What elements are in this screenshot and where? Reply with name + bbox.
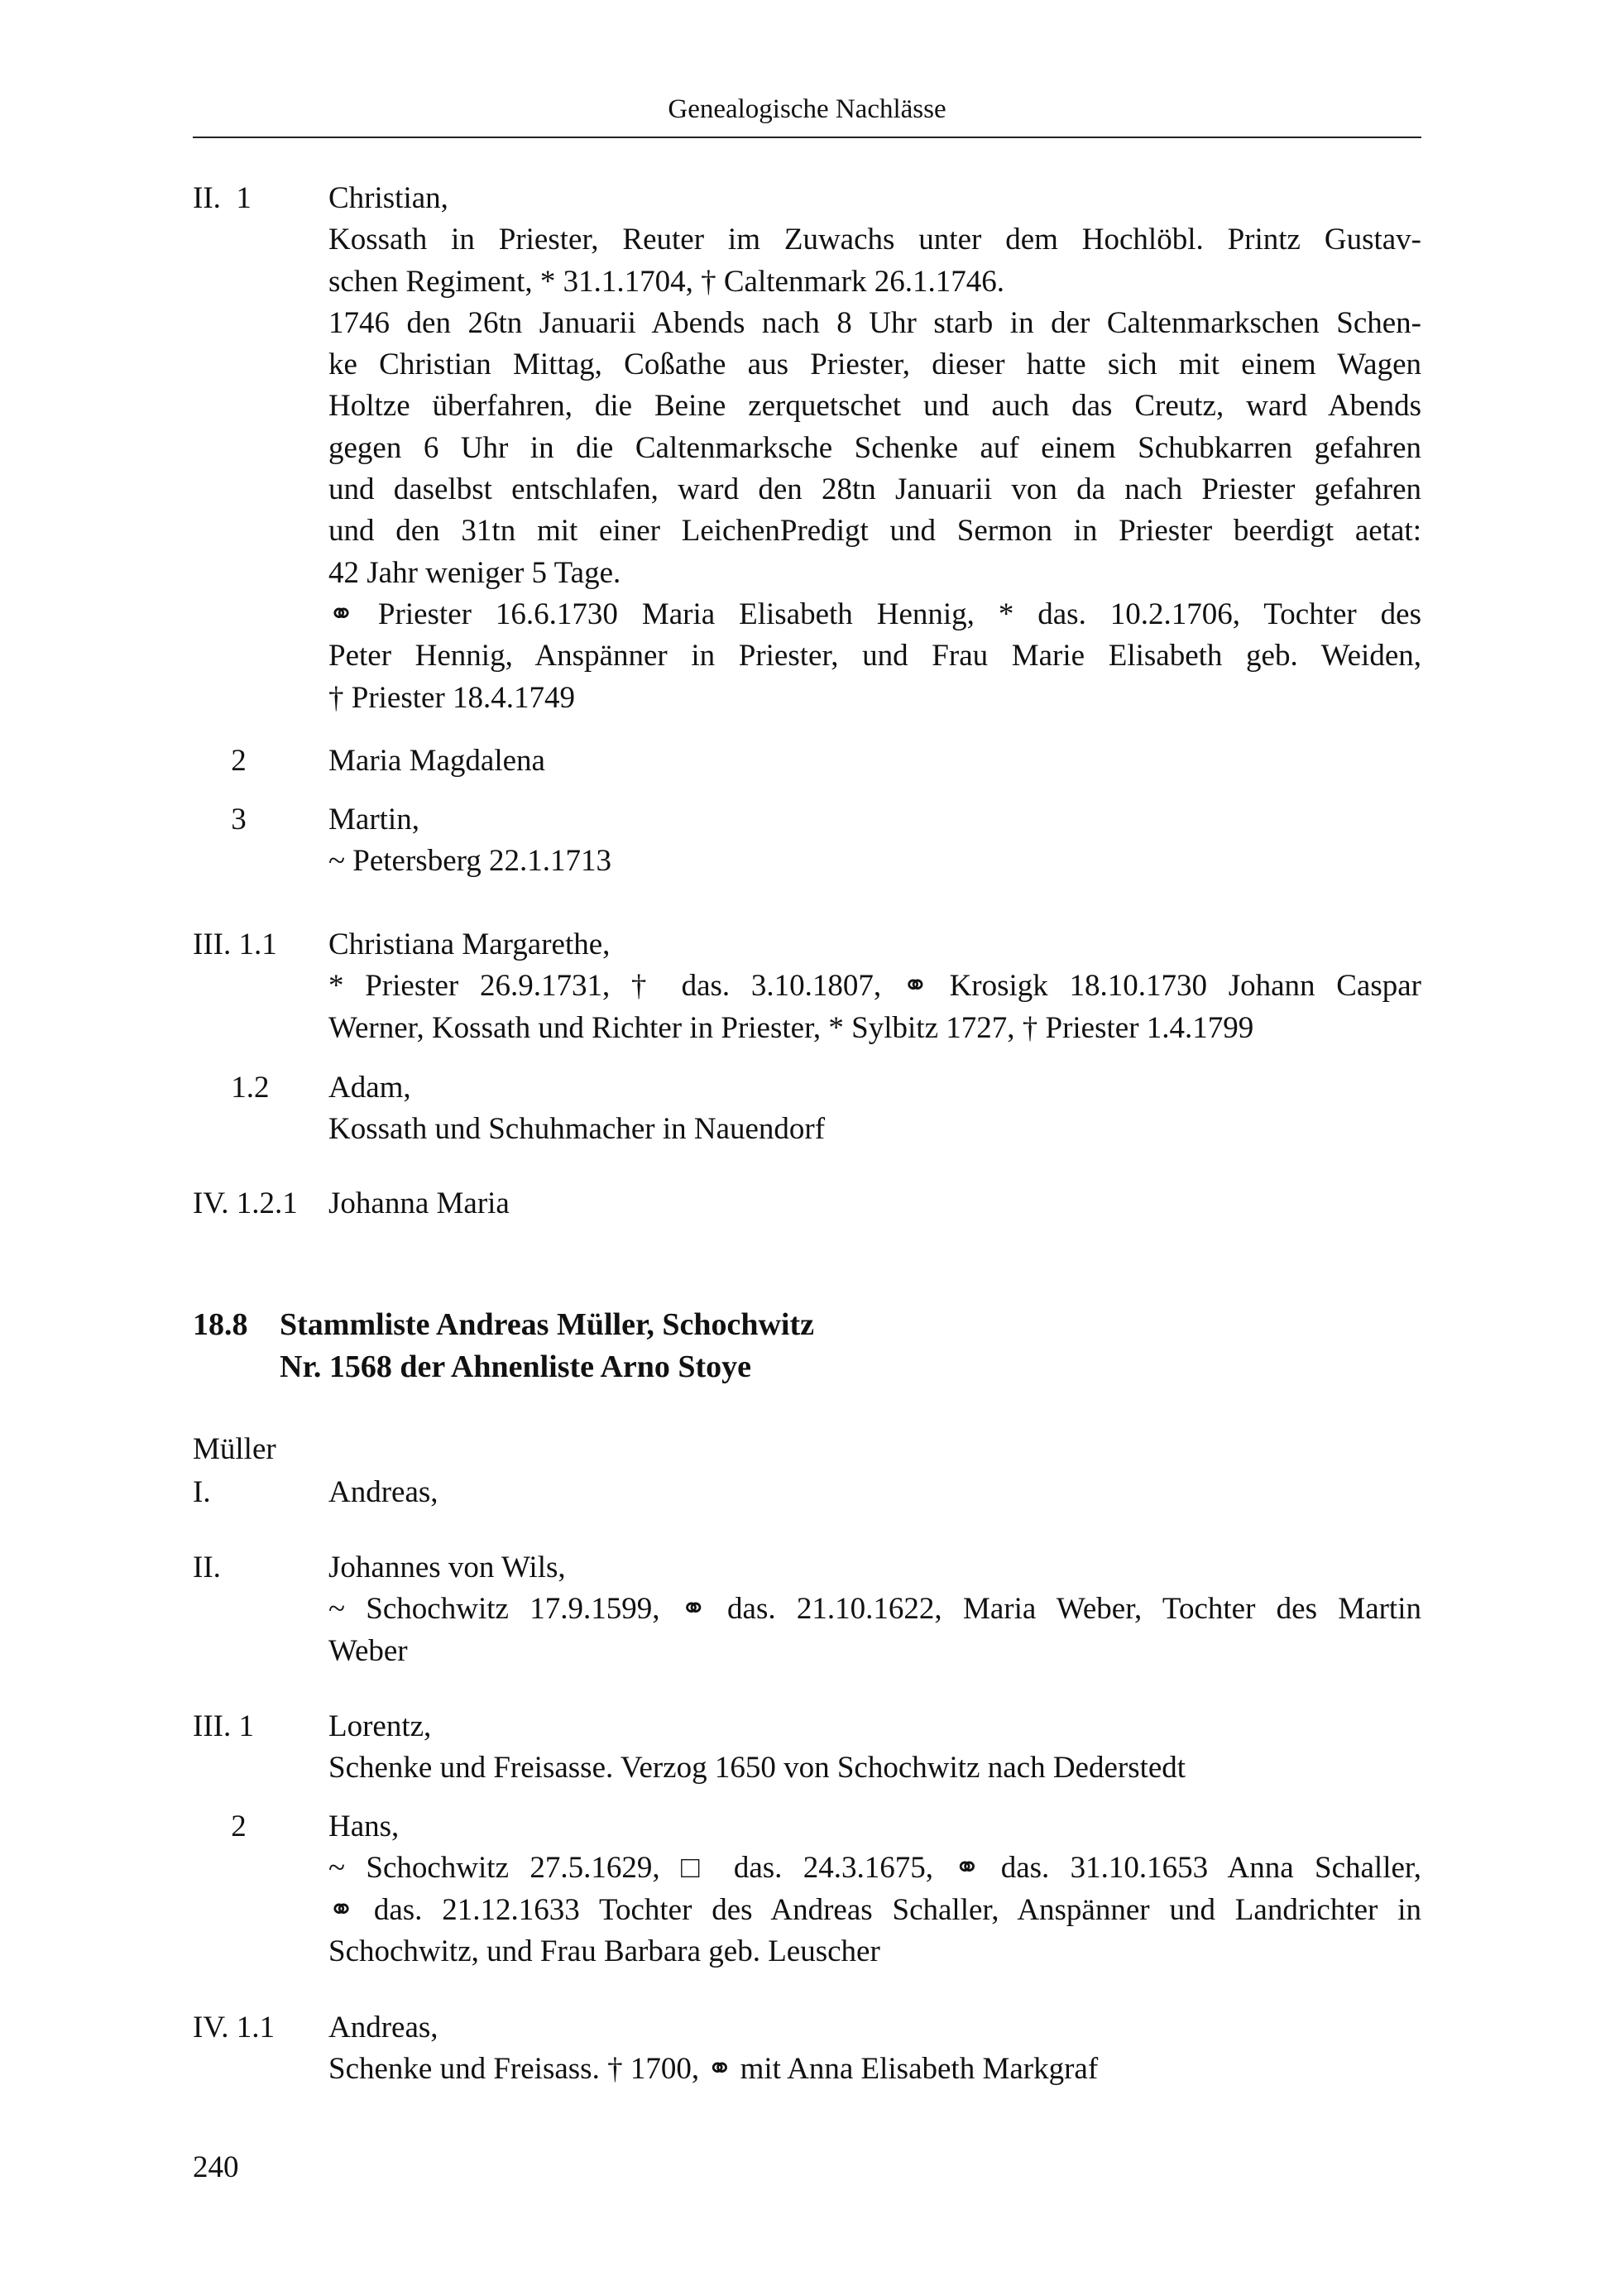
entry-line: 1746 den 26tn Januarii Abends nach 8 Uhr starb in der Caltenmarkschen Schen- [328, 305, 1421, 340]
entry-III-2 [193, 1806, 1421, 1972]
entry-line: Schenke und Freisass. † 1700, ⚭ mit Anna Elisabeth Markgraf [328, 2052, 1099, 2087]
entry-III-1-2 [193, 1067, 1421, 1151]
entry-body [328, 799, 1421, 883]
entry-name: Martin, [328, 803, 419, 836]
entry-name: Johannes von Wils, [328, 1551, 566, 1584]
entry-body [328, 1183, 1421, 1225]
entry-line: ~ Schochwitz 17.9.1599, ⚭ das. 21.10.1622, Maria Weber, Tochter des Martin [328, 1592, 1421, 1627]
section-heading [193, 1304, 1421, 1388]
entry-II-2 [193, 741, 1421, 782]
entry-label: I. [193, 1475, 211, 1509]
entry-line: ke Christian Mittag, Coßathe aus Priester, dieser hatte sich mit einem Wagen [328, 348, 1421, 382]
entry-line: Peter Hennig, Anspänner in Priester, und Frau Marie Elisabeth geb. Weiden, [328, 639, 1421, 673]
entry-name: Christiana Margarethe, [328, 928, 611, 961]
entry-line: ~ Schochwitz 27.5.1629, □ das. 24.3.1675, ⚭ das. 31.10.1653 Anna Schaller, [328, 1851, 1421, 1886]
entry-line: ⚭ das. 21.12.1633 Tochter des Andreas Schaller, Anspänner und Landrichter in [328, 1892, 1421, 1927]
entry-name: Johanna Maria [328, 1186, 510, 1220]
entry-name: Andreas, [328, 1475, 438, 1509]
running-header-title: Genealogische Nachlässe [668, 94, 946, 124]
entry-body [328, 1706, 1421, 1790]
entry-line: Kossath und Schuhmacher in Nauendorf [328, 1112, 826, 1147]
entry-line: schen Regiment, * 31.1.1704, † Caltenmark 26.1.1746. [328, 264, 1004, 299]
entry-line: Kossath in Priester, Reuter im Zuwachs unter dem Hochlöbl. Printz Gustav- [328, 223, 1421, 257]
entry-line: gegen 6 Uhr in die Caltenmarksche Schenke auf einem Schubkarren gefahren [328, 430, 1421, 465]
entry-name: Andreas, [328, 2011, 438, 2044]
entry-body [328, 741, 1421, 782]
entry-line: Werner, Kossath und Richter in Priester, * Sylbitz 1727, † Priester 1.4.1799 [328, 1010, 1254, 1045]
entry-label: II. [193, 1551, 221, 1584]
entry-name: Lorentz, [328, 1709, 432, 1743]
entry-II-3 [193, 799, 1421, 883]
entry-I [193, 1472, 1421, 1513]
entry-III-1-1 [193, 924, 1421, 1049]
entry-body [328, 1806, 1421, 1972]
entry-body [328, 924, 1421, 1049]
entry-line: ~ Petersberg 22.1.1713 [328, 844, 612, 879]
entry-III-1 [193, 1706, 1421, 1790]
section-title [280, 1304, 1421, 1388]
section-number: 18.8 [193, 1307, 248, 1342]
entry-IV-1-2-1 [193, 1183, 1421, 1225]
entry-name: Hans, [328, 1809, 400, 1843]
entry-line: Schochwitz, und Frau Barbara geb. Leuscher [328, 1934, 880, 1968]
entry-body [328, 178, 1421, 719]
entry-body [328, 1472, 1421, 1513]
entry-line: 42 Jahr weniger 5 Tage. [328, 555, 621, 590]
entry-label: III. 1 [193, 1709, 254, 1743]
entry-label: 2 [193, 1809, 247, 1843]
entry-label: 2 [193, 744, 247, 778]
entry-line: und den 31tn mit einer LeichenPredigt und Sermon in Priester beerdigt aetat: [328, 514, 1421, 549]
entry-II-1 [193, 178, 1421, 719]
entry-label: 1.2 [193, 1071, 270, 1105]
entry-II [193, 1547, 1421, 1672]
entry-body [328, 1067, 1421, 1151]
section-title-line-1: Stammliste Andreas Müller, Schochwitz [280, 1307, 814, 1342]
entry-label: IV. 1.1 [193, 2011, 276, 2044]
entry-body [328, 1547, 1421, 1672]
entry-label: IV. 1.2.1 [193, 1186, 298, 1220]
entry-label: III. 1.1 [193, 928, 277, 961]
entry-line: Weber [328, 1633, 408, 1668]
family-name: Müller [193, 1432, 276, 1466]
entry-line: Schenke und Freisasse. Verzog 1650 von Schochwitz nach Dederstedt [328, 1751, 1186, 1786]
entry-name: Maria Magdalena [328, 744, 545, 778]
entry-name: Adam, [328, 1071, 411, 1105]
entry-label: 3 [193, 803, 247, 836]
section-title-line-2: Nr. 1568 der Ahnenliste Arno Stoye [280, 1349, 752, 1384]
entry-name: Christian, [328, 181, 448, 215]
entry-line: und daselbst entschlafen, ward den 28tn Januarii von da nach Priester gefahren [328, 472, 1421, 507]
entry-label: II. 1 [193, 181, 252, 215]
entry-line: ⚭ Priester 16.6.1730 Maria Elisabeth Hennig, * das. 10.2.1706, Tochter des [328, 597, 1421, 631]
entry-line: † Priester 18.4.1749 [328, 680, 576, 715]
page-number: 240 [193, 2150, 239, 2184]
entry-IV-1-1 [193, 2007, 1421, 2091]
entry-line: * Priester 26.9.1731, † das. 3.10.1807, ⚭ Krosigk 18.10.1730 Johann Caspar [328, 969, 1421, 1004]
entry-body [328, 2007, 1421, 2091]
entry-line: Holtze überfahren, die Beine zerquetschet und auch das Creutz, ward Abends [328, 389, 1421, 424]
header-rule [193, 137, 1421, 138]
